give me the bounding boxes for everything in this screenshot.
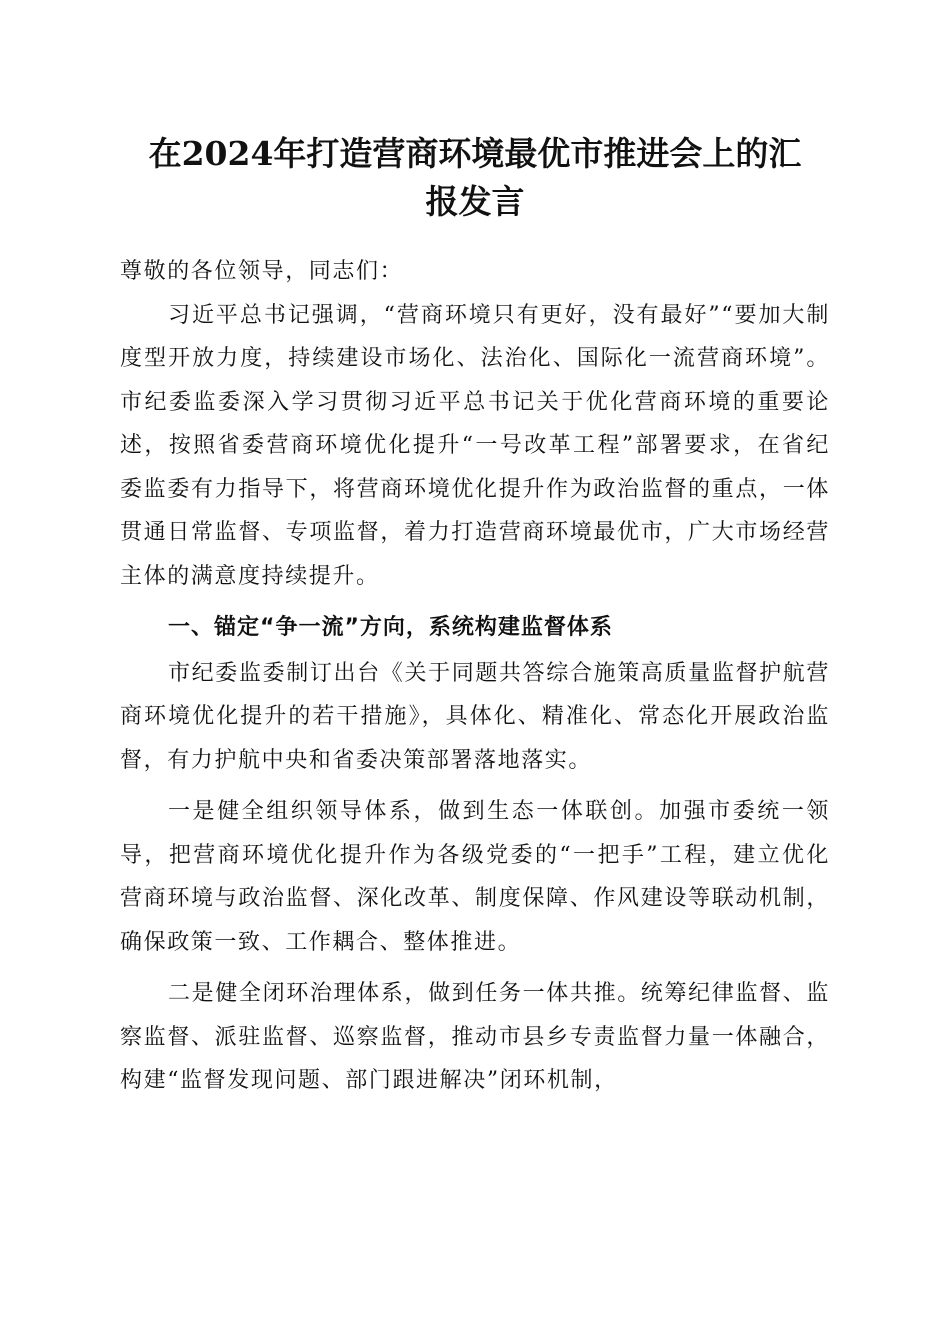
- intro-paragraph: 习近平总书记强调，“营商环境只有更好，没有最好”“要加大制度型开放力度，持续建设市场化、法治化、国际化一流营商环境”。市纪委监委深入学习贯彻习近平总书记关于优化营商环境的重要论述，按照省委营商环境优化提升“一号改革工程”部署要求，在省纪委监委有力指导下，将营商环境优化提升作为政治监督的重点，一体贯通日常监督、专项监督，着力打造营商环境最优市，广大市场经营主体的满意度持续提升。: [120, 302, 830, 589]
- title-line-2: 报发言: [425, 182, 525, 221]
- section-1-paragraph: 市纪委监委制订出台《关于同题共答综合施策高质量监督护航营商环境优化提升的若干措施》，具体化、精准化、常态化开展政治监督，有力护航中央和省委决策部署落地落实。: [120, 660, 830, 773]
- point-2-paragraph: 二是健全闭环治理体系，做到任务一体共推。统筹纪律监督、监察监督、派驻监督、巡察监督，推动市县乡专责监督力量一体融合，构建“监督发现问题、部门跟进解决”闭环机制，: [120, 981, 830, 1093]
- point-1-paragraph: 一是健全组织领导体系，做到生态一体联创。加强市委统一领导，把营商环境优化提升作为各级党委的“一把手”工程，建立优化营商环境与政治监督、深化改革、制度保障、作风建设等联动机制，确保政策一致、工作耦合、整体推进。: [120, 799, 830, 955]
- document-body: [120, 250, 830, 1103]
- section-heading-1: 一、锚定“争一流”方向，系统构建监督体系: [168, 615, 613, 640]
- title-line-1: 在2024年打造营商环境最优市推进会上的汇: [148, 134, 802, 173]
- document-title: [120, 130, 830, 226]
- greeting: 尊敬的各位领导，同志们：: [120, 259, 404, 284]
